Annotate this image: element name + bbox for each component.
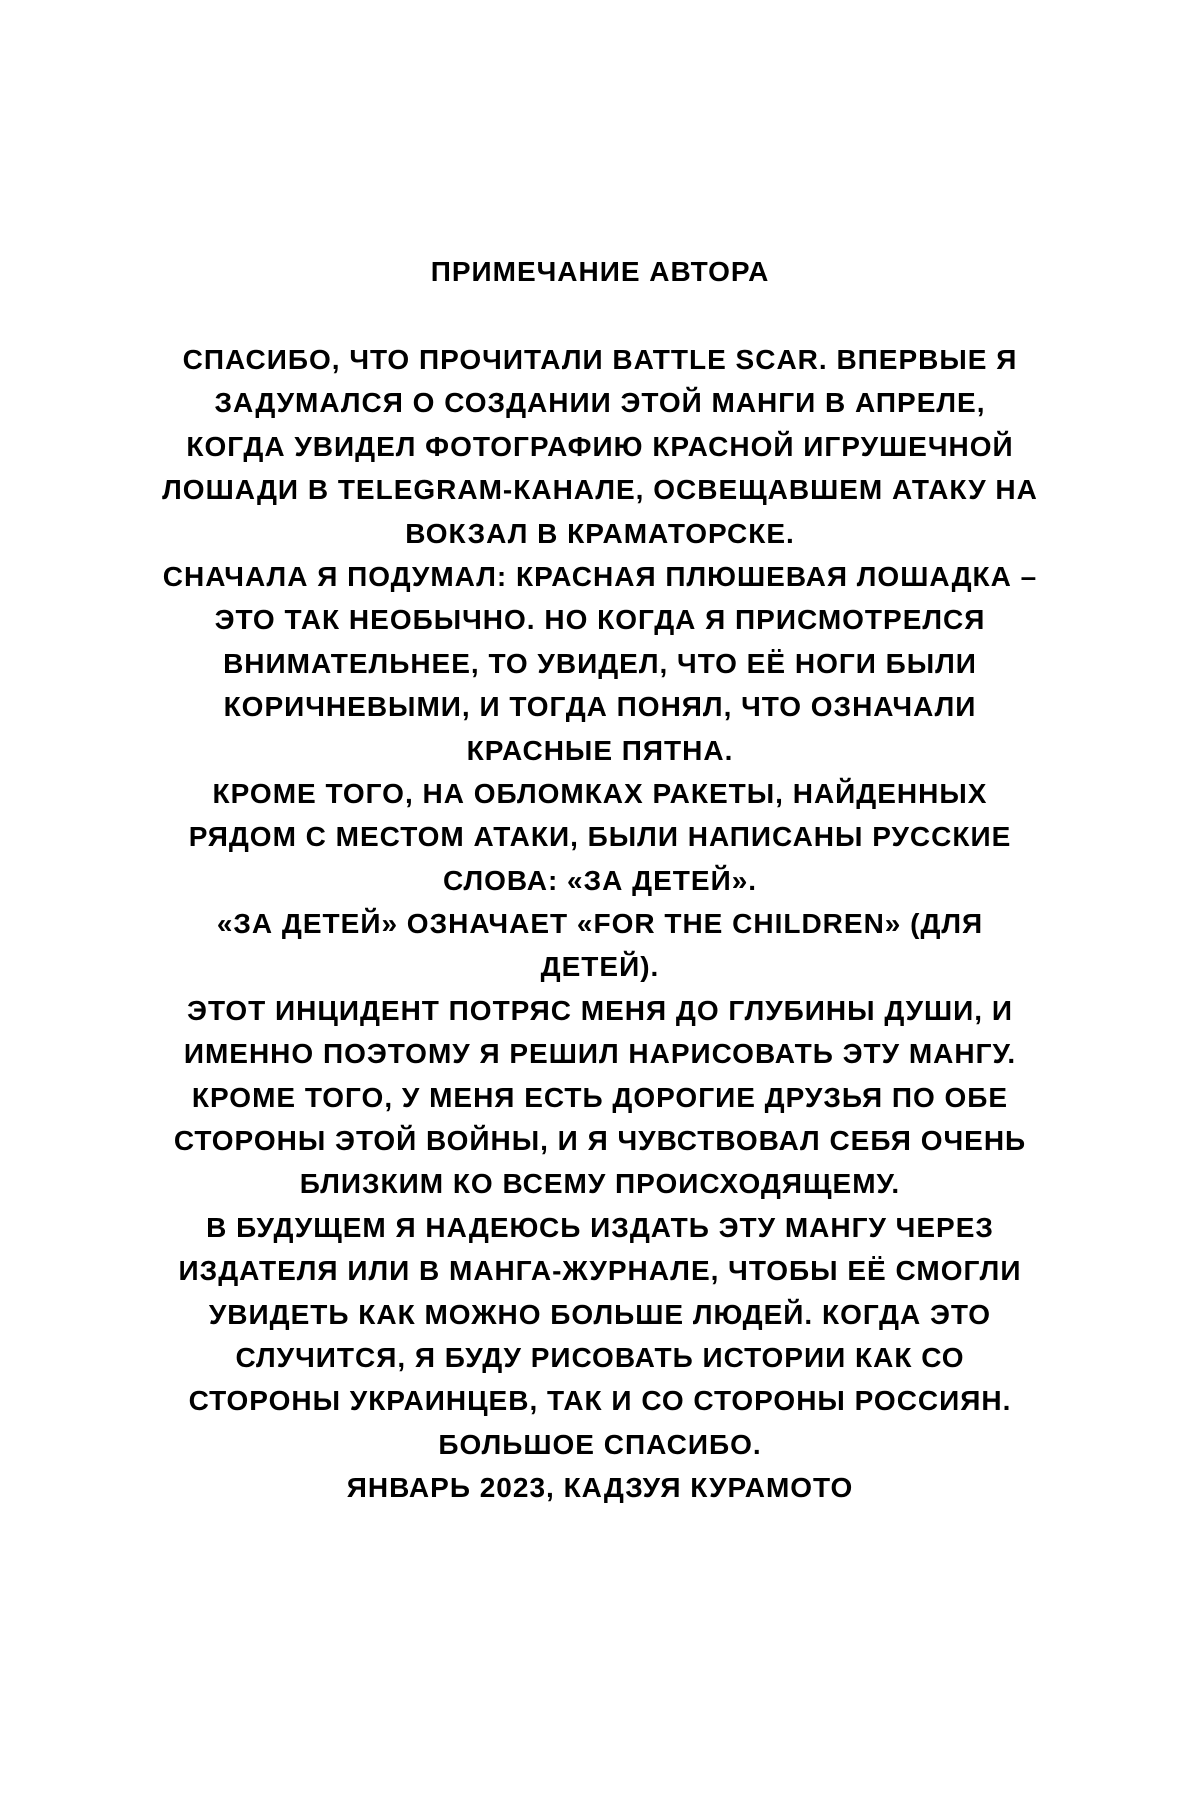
note-line: КРОМЕ ТОГО, У МЕНЯ ЕСТЬ ДОРОГИЕ ДРУЗЬЯ ПО ОБЕ [191,1081,1009,1113]
note-line: ИМЕННО ПОЭТОМУ Я РЕШИЛ НАРИСОВАТЬ ЭТУ МАНГУ. [183,1038,1017,1070]
note-title: ПРИМЕЧАНИЕ АВТОРА [430,256,770,287]
note-line: ИЗДАТЕЛЯ ИЛИ В МАНГА-ЖУРНАЛЕ, ЧТОБЫ ЕЁ СМОГЛИ [178,1255,1022,1287]
note-line: ЛОШАДИ В TELEGRAM-КАНАЛЕ, ОСВЕЩАВШЕМ АТАКУ НА [162,474,1038,506]
note-line: СЛОВА: «ЗА ДЕТЕЙ». [442,864,758,896]
note-line: СПАСИБО, ЧТО ПРОЧИТАЛИ BATTLE SCAR. ВПЕРВЫЕ Я [182,344,1018,375]
note-line: «ЗА ДЕТЕЙ» ОЗНАЧАЕТ «FOR THE CHILDREN» (ДЛЯ [216,908,984,940]
note-line: КОГДА УВИДЕЛ ФОТОГРАФИЮ КРАСНОЙ ИГРУШЕЧНОЙ [186,430,1014,462]
note-line: РЯДОМ С МЕСТОМ АТАКИ, БЫЛИ НАПИСАНЫ РУССКИЕ [188,821,1012,853]
note-line: СТОРОНЫ ЭТОЙ ВОЙНЫ, И Я ЧУВСТВОВАЛ СЕБЯ ОЧЕНЬ [173,1125,1027,1157]
note-line: СТОРОНЫ УКРАИНЦЕВ, ТАК И СО СТОРОНЫ РОССИЯН. [188,1385,1012,1417]
note-line: БОЛЬШОЕ СПАСИБО. [438,1428,762,1460]
note-line: БЛИЗКИМ КО ВСЕМУ ПРОИСХОДЯЩЕМУ. [299,1168,901,1200]
note-line: КРАСНЫЕ ПЯТНА. [466,734,734,766]
note-line: ВНИМАТЕЛЬНЕЕ, ТО УВИДЕЛ, ЧТО ЕЁ НОГИ БЫЛИ [223,647,977,679]
note-line: СЛУЧИТСЯ, Я БУДУ РИСОВАТЬ ИСТОРИИ КАК СО [235,1341,965,1373]
note-line: УВИДЕТЬ КАК МОЖНО БОЛЬШЕ ЛЮДЕЙ. КОГДА ЭТО [208,1298,992,1330]
note-line: ЯНВАРЬ 2023, КАДЗУЯ КУРАМОТО [346,1472,854,1504]
note-line: КРОМЕ ТОГО, НА ОБЛОМКАХ РАКЕТЫ, НАЙДЕННЫХ [212,777,988,809]
note-line: В БУДУЩЕМ Я НАДЕЮСЬ ИЗДАТЬ ЭТУ МАНГУ ЧЕРЕЗ [206,1211,994,1243]
note-line: ВОКЗАЛ В КРАМАТОРСКЕ. [405,517,795,549]
note-line: ДЕТЕЙ). [540,951,660,983]
note-line: ЭТОТ ИНЦИДЕНТ ПОТРЯС МЕНЯ ДО ГЛУБИНЫ ДУШИ, И [187,994,1013,1026]
note-line: СНАЧАЛА Я ПОДУМАЛ: КРАСНАЯ ПЛЮШЕВАЯ ЛОШАДКА – [162,560,1038,592]
note-line: ЗАДУМАЛСЯ О СОЗДАНИИ ЭТОЙ МАНГИ В АПРЕЛЕ, [214,387,986,419]
note-body [100,338,1100,1510]
author-note [100,250,1100,1510]
note-line: КОРИЧНЕВЫМИ, И ТОГДА ПОНЯЛ, ЧТО ОЗНАЧАЛИ [223,691,977,723]
note-line: ЭТО ТАК НЕОБЫЧНО. НО КОГДА Я ПРИСМОТРЕЛСЯ [214,604,986,636]
